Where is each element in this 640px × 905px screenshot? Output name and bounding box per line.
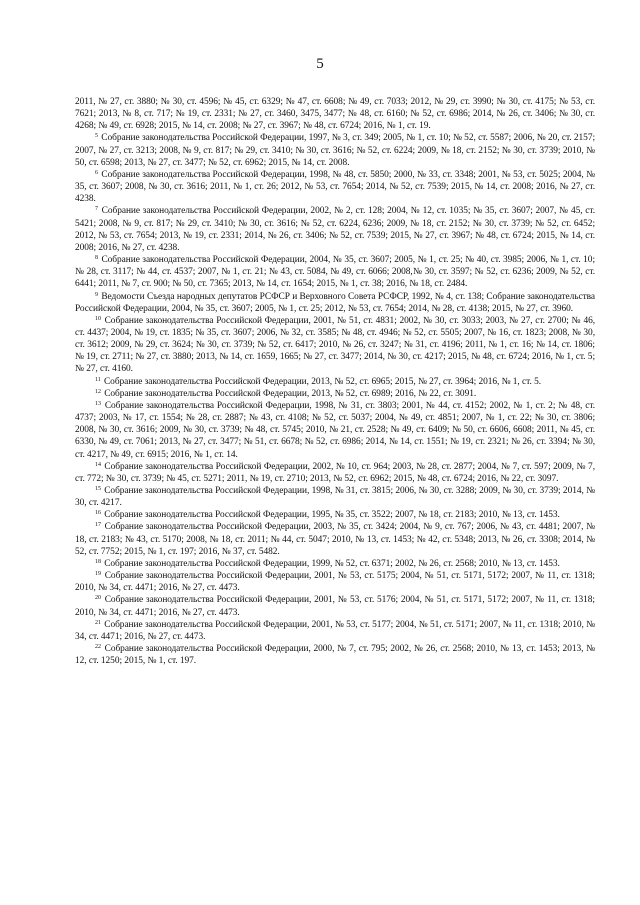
footnote-mark: 16 xyxy=(95,510,101,517)
footnote xyxy=(75,291,595,315)
footnote-text: Собрание законодательства Российской Федерации, 2000, № 7, ст. 795; 2002, № 26, ст. 2568; 2010, № 13, ст. 1453; 2013, № 12, ст. 1250; 2015, № 1, ст. 197. xyxy=(75,644,596,667)
footnote-text: Собрание законодательства Российской Федерации, 1997, № 3, ст. 349; 2005, № 1, ст. 10; № 52, ст. 5587; 2006, № 20, ст. 2157; 2007, № 27, ст. 3213; 2008, № 9, ст. 817; № 29, ст. 3410; № 30, ст. 3616; № 52, ст. 6224; 2009, № 18, ст. 2152; № 30, ст. 3739; 2010, № 50, ст. 6598; 2013, № 27, ст. 3477; № 52, ст. 6962; 2015, № 14, ст. 2008. xyxy=(75,133,596,168)
footnote-mark: 6 xyxy=(95,169,98,176)
footnote-text: Собрание законодательства Российской Федерации, 2013, № 52, ст. 6989; 2016, № 22, ст. 3091. xyxy=(104,388,477,399)
footnote-text: Собрание законодательства Российской Федерации, 2013, № 52, ст. 6965; 2015, № 27, ст. 3964; 2016, № 1, ст. 5. xyxy=(103,376,541,387)
footnote-mark: 14 xyxy=(95,461,101,468)
footnote xyxy=(75,205,595,254)
footnote-mark: 18 xyxy=(95,558,101,565)
footnote-text: Собрание законодательства Российской Федерации, 2002, № 10, ст. 964; 2003, № 28, ст. 2877; 2004, № 7, ст. 597; 2009, № 7, ст. 772; № 30, ст. 3739; № 45, ст. 5271; 2011, № 19, ст. 2710; 2013, № 52, ст. 6962; 2015, № 48, ст. 6724; 2016, № 22, ст. 3097. xyxy=(75,461,595,484)
footnote-mark: 11 xyxy=(95,376,101,383)
footnote xyxy=(75,570,595,594)
page-number: 5 xyxy=(316,56,324,72)
footnote xyxy=(75,558,595,570)
footnote-text: Собрание законодательства Российской Федерации, 2003, № 35, ст. 3424; 2004, № 9, ст. 767; 2006, № 43, ст. 4481; 2007, № 18, ст. 2183; № 43, ст. 5170; 2008, № 18, ст. 2011; № 44, ст. 5047; 2010, № 13, ст. 1453; № 42, ст. 5348; 2013, № 26, ст. 3308; 2014, № 52, ст. 7752; 2015, № 1, ст. 197; 2016, № 37, ст. 5482. xyxy=(75,522,596,557)
footnote xyxy=(75,96,595,132)
footnote-text: Собрание законодательства Российской Федерации, 2001, № 53, ст. 5177; 2004, № 51, ст. 5171; 2007, № 11, ст. 1318; 2010, № 34, ст. 4471; 2016, № 27, ст. 4473. xyxy=(75,619,595,642)
footnote-mark: 5 xyxy=(95,133,98,140)
footnote-text: Собрание законодательства Российской Федерации, 1998, № 48, ст. 5850; 2000, № 33, ст. 3348; 2001, № 53, ст. 5025; 2004, № 35, ст. 3607; 2008, № 30, ст. 3616; 2011, № 1, ст. 26; 2012, № 53, ст. 7654; 2014, № 52, ст. 7539; 2015, № 14, ст. 2008; 2016, № 27, ст. 4238. xyxy=(75,169,595,205)
footnote-text: Собрание законодательства Российской Федерации, 1998, № 31, ст. 3803; 2001, № 44, ст. 4152; 2002, № 1, ст. 2; № 48, ст. 4737; 2003, № 17, ст. 1554; № 28, ст. 2887; № 43, ст. 4108; № 52, ст. 5037; 2004, № 49, ст. 4851; 2007, № 1, ст. 22; № 30, ст. 3806; 2008, № 30, ст. 3616; 2009, № 30, ст. 3739; № 48, ст. 5745; 2010, № 21, ст. 2528; № 49, ст. 6409; № 50, ст. 6606, 6608; 2011, № 45, ст. 6330, № 49, ст. 7061; 2013, № 27, ст. 3477; № 51, ст. 6678; № 52, ст. 6986; 2014, № 14, ст. 1551; № 19, ст. 2321; № 26, ст. 3394; № 30, ст. 4217, № 49, ст. 6915; 2016, № 1, ст. 14. xyxy=(75,400,595,460)
footnote-text: Собрание законодательства Российской Федерации, 2001, № 53, ст. 5176; 2004, № 51, ст. 5171, 5172; 2007, № 11, ст. 1318; 2010, № 34, ст. 4471; 2016, № 27, ст. 4473. xyxy=(75,595,595,618)
footnote xyxy=(75,254,595,290)
footnotes-block xyxy=(75,96,595,667)
footnote-text: Собрание законодательства Российской Федерации, 2001, № 51, ст. 4831; 2002, № 30, ст. 3033; 2003, № 27, ст. 2700; № 46, ст. 4437; 2004, № 19, ст. 1835; № 35, ст. 3607; 2006, № 32, ст. 3585; № 48, ст. 4946; № 52, ст. 5505; 2007, № 16, ст. 1823; 2008, № 30, ст. 3612; 2009, № 29, ст. 3624; № 30, ст. 3739; № 52, ст. 6417; 2010, № 26, ст. 3247; № 31, ст. 4196; 2011, № 1, ст. 16; № 14, ст. 1806; № 19, ст. 2711; № 27, ст. 3880; 2013, № 14, ст. 1659, 1665; № 27, ст. 3477; 2014, № 30, ст. 4217; 2015, № 48, ст. 6724; 2016, № 1, ст. 5; № 27, ст. 4160. xyxy=(75,315,596,375)
footnote xyxy=(75,643,595,667)
footnote xyxy=(75,376,595,388)
footnote-mark: 19 xyxy=(95,571,101,578)
footnote-text: Ведомости Съезда народных депутатов РСФСР и Верховного Совета РСФСР, 1992, № 4, ст. 138; Собрание законодательства Российской Федерации, 2004, № 35, ст. 3607; 2005, № 1, ст. 25; 2012, № 53, ст. 7654; 2014, № 28, ст. 4138; 2015, № 27, ст. 3960. xyxy=(75,291,595,314)
footnote-text: Собрание законодательства Российской Федерации, 2002, № 2, ст. 128; 2004, № 12, ст. 1035; № 35, ст. 3607; 2007, № 45, ст. 5421; 2008, № 9, ст. 817; № 29, ст. 3410; № 30, ст. 3616; № 52, ст. 6224, 6236; 2009, № 18, ст. 2152; № 30, ст. 3739; № 52, ст. 6452; 2012, № 53, ст. 7654; 2013, № 19, ст. 2331; 2014, № 26, ст. 3406; № 52, ст. 7539; 2015, № 27, ст. 3967; № 48, ст. 6724; 2015, № 14, ст. 2008; 2016, № 27, ст. 4238. xyxy=(75,206,595,253)
footnote-text: Собрание законодательства Российской Федерации, 2001, № 53, ст. 5175; 2004, № 51, ст. 5171, 5172; 2007, № 11, ст. 1318; 2010, № 34, ст. 4471; 2016, № 27, ст. 4473. xyxy=(75,571,595,594)
footnote-mark: 20 xyxy=(95,595,101,602)
footnote xyxy=(75,619,595,643)
footnote-mark: 17 xyxy=(95,522,101,529)
footnote-mark: 22 xyxy=(95,644,101,651)
footnote-mark: 8 xyxy=(95,255,98,262)
footnote-mark: 9 xyxy=(95,291,98,298)
footnote xyxy=(75,594,595,618)
footnote-mark: 13 xyxy=(95,400,101,407)
footnote xyxy=(75,169,595,205)
footnote-mark: 21 xyxy=(95,619,101,626)
footnote xyxy=(75,132,595,168)
footnote xyxy=(75,315,595,376)
footnote-text: Собрание законодательства Российской Федерации, 1999, № 52, ст. 6371; 2002, № 26, ст. 2568; 2010, № 13, ст. 1453. xyxy=(104,558,560,569)
footnote xyxy=(75,461,595,485)
footnote xyxy=(75,388,595,400)
footnote-text: Собрание законодательства Российской Федерации, 1998, № 31, ст. 3815; 2006, № 30, ст. 3288; 2009, № 30, ст. 3739; 2014, № 30, ст. 4217. xyxy=(75,486,595,509)
footnote-mark: 15 xyxy=(95,486,101,492)
footnote-mark: 10 xyxy=(95,315,101,322)
footnote-text: 2011, № 27, ст. 3880; № 30, ст. 4596; № 45, ст. 6329; № 47, ст. 6608; № 49, ст. 7033; 2012, № 29, ст. 3990; № 30, ст. 4175; № 53, ст. 7621; 2013, № 8, ст. 717; № 19, ст. 2331; № 27, ст. 3460, 3475, 3477; № 48, ст. 6160; № 52, ст. 6986; 2014, № 26, ст. 3406; № 30, ст. 4268; № 49, ст. 6928; 2015, № 14, ст. 2008; № 27, ст. 3967; № 48, ст. 6724; 2016, № 1, ст. 19. xyxy=(75,97,595,132)
footnote xyxy=(75,521,595,557)
footnote xyxy=(75,400,595,461)
footnote-text: Собрание законодательства Российской Федерации, 2004, № 35, ст. 3607; 2005, № 1, ст. 25; № 40, ст. 3985; 2006, № 1, ст. 10; № 28, ст. 3117; № 44, ст. 4537; 2007, № 1, ст. 21; № 43, ст. 5084, № 49, ст. 6066; 2008,№ 30, ст. 3597; № 52, ст. 6236; 2009, № 52, ст. 6441; 2011, № 7, ст. 900; № 50, ст. 7365; 2013, № 14, ст. 1654; 2015, № 1, ст. 38; 2016, № 18, ст. 2484. xyxy=(75,255,595,290)
footnote-mark: 12 xyxy=(95,388,101,395)
footnote-text: Собрание законодательства Российской Федерации, 1995, № 35, ст. 3522; 2007, № 18, ст. 2183; 2010, № 13, ст. 1453. xyxy=(104,510,560,521)
footnote-mark: 7 xyxy=(95,206,98,213)
footnote xyxy=(75,509,595,521)
footnote xyxy=(75,485,595,509)
